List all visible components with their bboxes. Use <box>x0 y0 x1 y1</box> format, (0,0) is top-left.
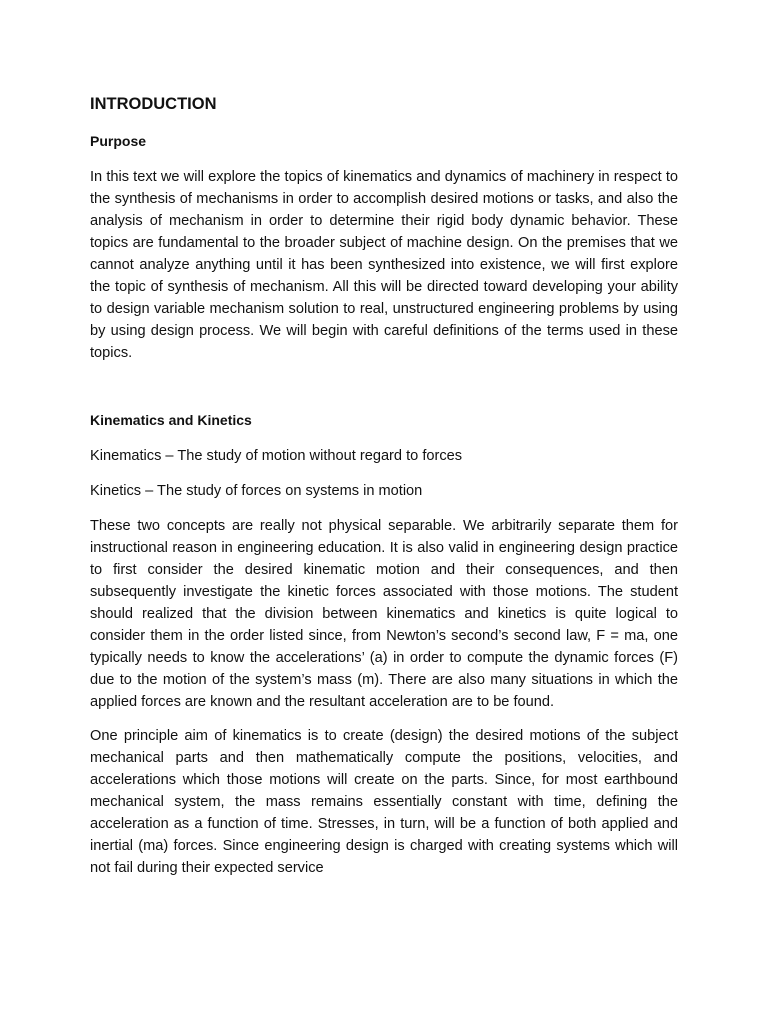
purpose-paragraph: In this text we will explore the topics of kinematics and dynamics of machinery in respect to the synthesis of mechanisms in order to accomplish desired motions or tasks, and also the analysis of mechanism in order to determine their rigid body dynamic behavior. These topics are fundamental to the broader subject of machine design. On the premises that we cannot analyze anything until it has been synthesized into existence, we will first explore the topic of synthesis of mechanism. All this will be directed toward developing your ability to design variable mechanism solution to real, unstructured engineering problems by using by using design process. We will begin with careful definitions of the terms used in these topics. <box>90 169 678 361</box>
section-heading-kinematics-kinetics: Kinematics and Kinetics <box>90 412 252 428</box>
kinematics-paragraph-2: One principle aim of kinematics is to create (design) the desired motions of the subject mechanical parts and then mathematically compute the positions, velocities, and accelerations which those motions will create on the parts. Since, for most earthbound mechanical system, the mass remains essentially constant with time, defining the acceleration as a function of time. Stresses, in turn, will be a function of both applied and inertial (ma) forces. Since engineering design is charged with creating systems which will not fail during their expected service <box>90 728 678 876</box>
page-title: INTRODUCTION <box>90 95 217 113</box>
section-heading-purpose: Purpose <box>90 133 147 149</box>
kinematics-paragraph-1: These two concepts are really not physical separable. We arbitrarily separate them for instructional reason in engineering education. It is also valid in engineering design practice to first consider the desired kinematic motion and their consequences, and then subsequently investigate the kinetic forces associated with those motions. The student should realized that the division between kinematics and kinetics is quite logical to consider them in the order listed since, from Newton’s second’s second law, F = ma, one typically needs to know the accelerations’ (a) in order to compute the dynamic forces (F) due to the motion of the system’s mass (m). There are also many situations in which the applied forces are known and the resultant acceleration are to be found. <box>90 518 678 710</box>
document-page <box>90 90 678 879</box>
definition-kinetics: Kinetics – The study of forces on systems in motion <box>90 483 423 499</box>
definition-kinematics: Kinematics – The study of motion without regard to forces <box>90 448 463 464</box>
